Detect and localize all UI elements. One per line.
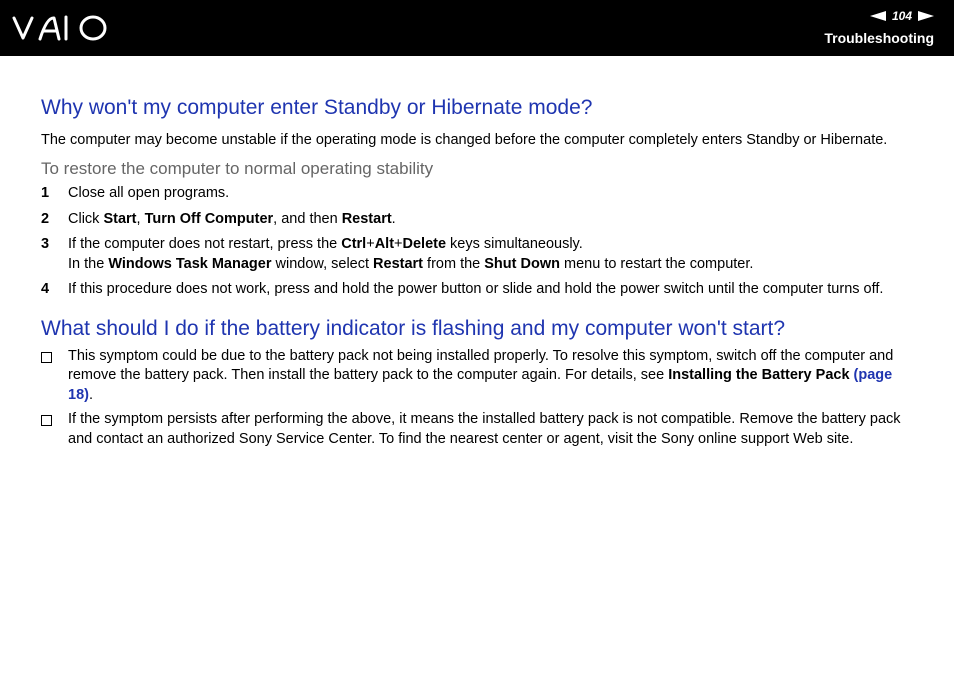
step-text: If the computer does not restart, press the Ctrl+Alt+Delete keys simultaneously. In the Windows Task Manager window, select Restart from the Shut Down menu to restart the computer. <box>68 236 754 272</box>
bullet-text: This symptom could be due to the battery pack not being installed properly. To resolve this symptom, switch off the computer and remove the battery pack. Then install the battery pack to the computer again. For details, see Installing the Battery Pack (page 18). <box>68 347 894 403</box>
previous-page-arrow-icon[interactable] <box>870 11 886 21</box>
step-text: Click Start, Turn Off Computer, and then Restart. <box>68 210 396 227</box>
step-3 <box>41 235 911 274</box>
page-header <box>0 0 954 56</box>
section-label: Troubleshooting <box>824 30 934 46</box>
step-4 <box>41 280 911 300</box>
step-number: 3 <box>41 236 50 252</box>
step-1 <box>41 184 911 204</box>
procedure-subheading: To restore the computer to normal operating stability <box>41 159 434 178</box>
step-text: Close all open programs. <box>68 185 230 201</box>
vaio-logo <box>12 12 120 44</box>
bullet-list <box>41 347 911 450</box>
step-2 <box>41 210 911 230</box>
page-content <box>41 94 911 449</box>
page-number: 104 <box>891 9 912 23</box>
next-page-arrow-icon[interactable] <box>918 11 934 21</box>
bullet-item <box>41 410 911 449</box>
question-1-intro: The computer may become unstable if the operating mode is changed before the computer completely enters Standby or Hibernate. <box>41 132 888 148</box>
checkbox-bullet-icon <box>41 410 68 449</box>
step-number: 4 <box>41 281 50 297</box>
bullet-text: If the symptom persists after performing the above, it means the installed battery pack is not compatible. Remove the battery pack and contact an authorized Sony Service Center. To find the nearest center or agent, visit the Sony online support Web site. <box>68 411 901 447</box>
page-navigation <box>870 8 934 24</box>
procedure-steps <box>41 184 911 300</box>
checkbox-bullet-icon <box>41 347 68 406</box>
question-1-heading: Why won't my computer enter Standby or Hibernate mode? <box>41 96 593 119</box>
page-link[interactable]: (page 18) <box>68 367 893 403</box>
step-text: If this procedure does not work, press and hold the power button or slide and hold the power switch until the computer turns off. <box>68 281 884 297</box>
bullet-item <box>41 347 911 406</box>
question-2-heading: What should I do if the battery indicator is flashing and my computer won't start? <box>41 316 786 340</box>
step-number: 1 <box>41 185 50 201</box>
step-number: 2 <box>41 210 50 227</box>
